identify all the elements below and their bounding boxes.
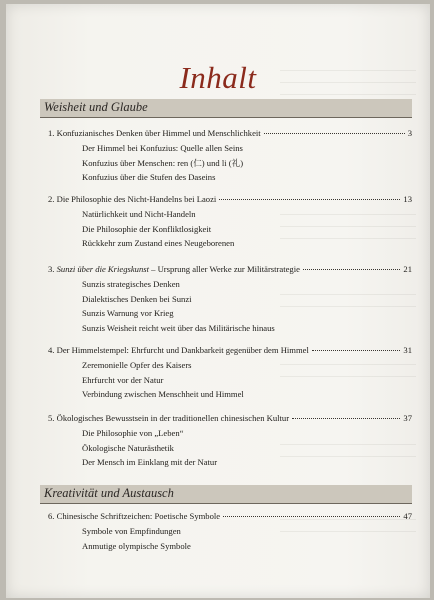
toc-subentry: Natürlichkeit und Nicht-Handeln xyxy=(82,209,196,219)
page-number: 31 xyxy=(403,345,412,355)
toc-entry-title: Der Himmelstempel: Ehrfurcht und Dankbarkeit gegenüber dem Himmel xyxy=(56,345,309,355)
toc-subentry: Ökologische Naturästhetik xyxy=(82,442,174,453)
dot-leader xyxy=(312,350,401,351)
toc-entry-3[interactable]: 3. Sunzi über die Kriegskunst – Ursprung aller Werke zur Militärstrategie 21 Sunzis strategisches Denken Dialektisches Denken bei Sunzi Sunzis Warnung vor Krieg Sunzis Weisheit reicht weit über das Militärische hinaus xyxy=(48,264,412,335)
toc-subentry: Die Philosophie von „Leben“ xyxy=(82,428,184,438)
toc-entry-5[interactable]: 5. Ökologisches Bewusstsein in der traditionellen chinesischen Kultur 37 Die Philosophie von „Leben“ Ökologische Naturästhetik Der Mensch im Einklang mit der Natur xyxy=(48,413,412,470)
toc-subentry: Konfuzius über Menschen: ren (仁) und li (礼) xyxy=(82,157,244,168)
toc-subentry: Sunzis strategisches Denken xyxy=(82,279,180,289)
toc-entry-title: Ökologisches Bewusstsein in der traditionellen chinesischen Kultur xyxy=(56,413,290,423)
dot-leader xyxy=(264,133,405,134)
dot-leader xyxy=(219,199,400,200)
toc-entry-title: Konfuzianisches Denken über Himmel und Menschlichkeit xyxy=(56,128,261,138)
toc-subentry: Ehrfurcht vor der Natur xyxy=(82,374,164,385)
toc-subentry: Der Mensch im Einklang mit der Natur xyxy=(82,457,218,467)
toc-subentry: Dialektisches Denken bei Sunzi xyxy=(82,293,192,304)
toc-entry-title-italic: Sunzi über die Kriegskunst xyxy=(56,264,149,274)
page-number: 13 xyxy=(403,194,412,204)
section-header-label: Weisheit und Glaube xyxy=(44,100,148,114)
dot-leader xyxy=(223,516,400,517)
dot-leader xyxy=(303,269,400,270)
toc-entry-6[interactable]: 6. Chinesische Schriftzeichen: Poetische Symbole 47 Symbole von Empfindungen Anmutige olympische Symbole xyxy=(48,511,412,553)
book-page xyxy=(6,4,430,598)
toc-entry-title: Die Philosophie des Nicht-Handelns bei Laozi xyxy=(56,194,217,204)
page-number: 21 xyxy=(403,264,412,274)
toc-subentry: Die Philosophie der Konfliktlosigkeit xyxy=(82,223,212,234)
toc-entry-title: Chinesische Schriftzeichen: Poetische Symbole xyxy=(56,511,221,521)
section-header-label: Kreativität und Austausch xyxy=(44,486,174,500)
section-header-weisheit xyxy=(40,99,412,118)
dot-leader xyxy=(292,418,400,419)
toc-subentry: Sunzis Weisheit reicht weit über das Militärische hinaus xyxy=(82,322,275,333)
toc-subentry: Zeremonielle Opfer des Kaisers xyxy=(82,360,192,370)
toc-entry-4[interactable]: 4. Der Himmelstempel: Ehrfurcht und Dankbarkeit gegenüber dem Himmel 31 Zeremonielle Opfer des Kaisers Ehrfurcht vor der Natur Verbindung zwischen Menschheit und Himmel xyxy=(48,345,412,402)
page-title: Inhalt xyxy=(179,60,257,95)
page-number: 37 xyxy=(403,413,412,423)
toc-subentry: Anmutige olympische Symbole xyxy=(82,540,191,551)
toc-subentry: Sunzis Warnung vor Krieg xyxy=(82,308,174,318)
toc-subentry: Symbole von Empfindungen xyxy=(82,526,181,536)
toc-subentry: Rückkehr zum Zustand eines Neugeborenen xyxy=(82,238,235,248)
toc-entry-1[interactable]: 1. Konfuzianisches Denken über Himmel und Menschlichkeit 3 Der Himmel bei Konfuzius: Quelle allen Seins Konfuzius über Menschen: ren (仁) und li (礼) Konfuzius über die Stufen des Daseins xyxy=(48,128,412,185)
page-number: 3 xyxy=(407,128,412,138)
toc-subentry: Konfuzius über die Stufen des Daseins xyxy=(82,172,216,182)
toc-entry-2[interactable]: 2. Die Philosophie des Nicht-Handelns bei Laozi 13 Natürlichkeit und Nicht-Handeln Die Philosophie der Konfliktlosigkeit Rückkehr zum Zustand eines Neugeborenen xyxy=(48,194,412,251)
toc-entry-title: – Ursprung aller Werke zur Militärstrategie xyxy=(149,264,300,274)
page-number: 47 xyxy=(403,511,412,521)
toc-subentry: Verbindung zwischen Menschheit und Himmel xyxy=(82,389,244,399)
toc-subentry: Der Himmel bei Konfuzius: Quelle allen Seins xyxy=(82,143,243,153)
section-header-kreativitaet xyxy=(40,485,412,504)
